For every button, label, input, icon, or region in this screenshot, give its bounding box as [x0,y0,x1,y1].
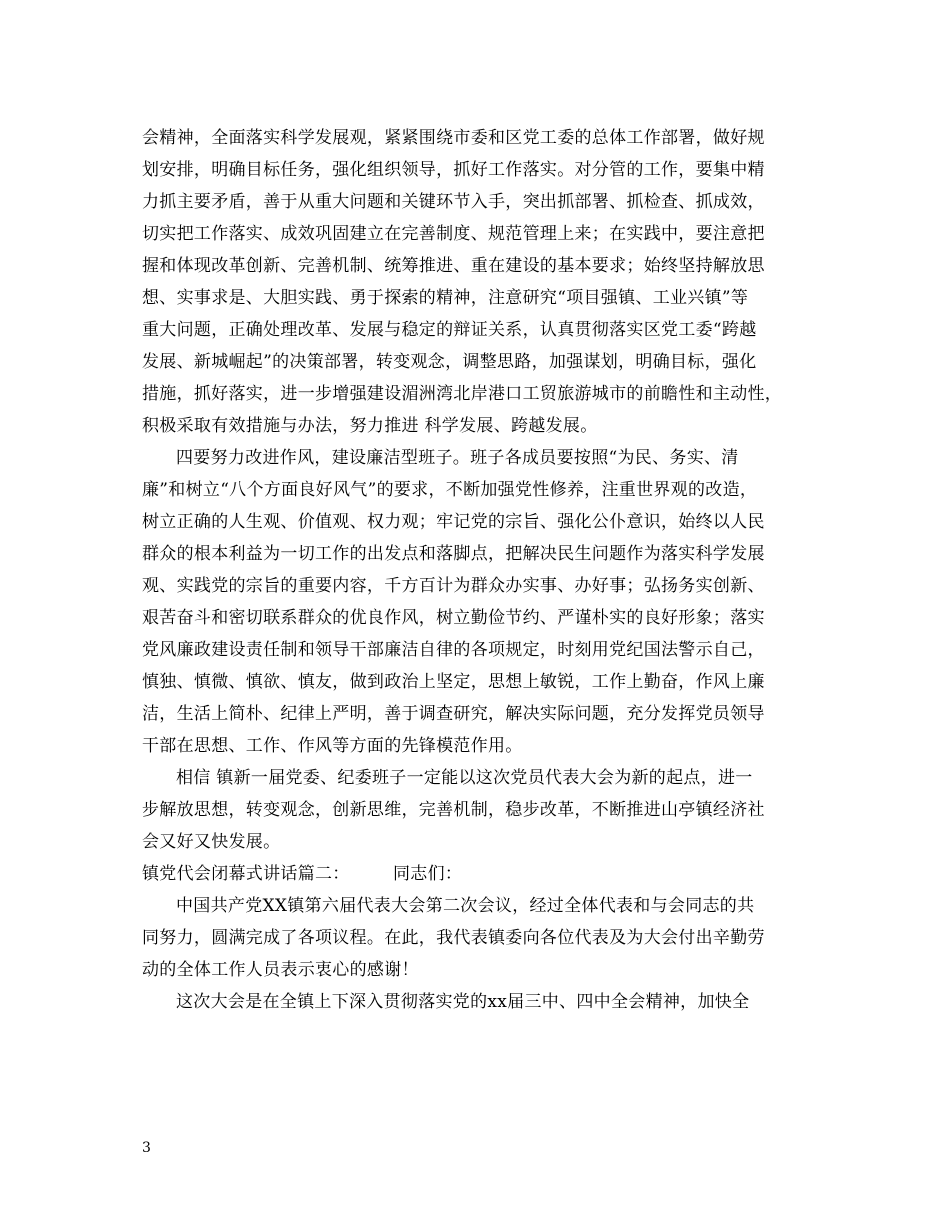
text-line: 发展、新城崛起”的决策部署，转变观念，调整思路，加强谋划，明确目标，强化 [142,352,757,372]
text-line: 干部在思想、工作、作风等方面的先锋模范作用。 [142,736,523,756]
text-line: 重大问题，正确处理改革、发展与稳定的辩证关系，认真贯彻落实区党工委“跨越 [142,320,757,340]
text-line: 步解放思想，转变观念，创新思维，完善机制，稳步改革，不断推进山亭镇经济社 [142,800,765,820]
text-line: 廉”和树立“八个方面良好风气”的要求，不断加强党性修养，注重世界观的改造， [142,480,758,500]
page-number: 3 [142,1140,151,1156]
text-line: 中国共产党XX镇第六届代表大会第二次会议，经过全体代表和与会同志的共 [176,896,755,916]
text-line: 慎独、慎微、慎欲、慎友，做到政治上坚定，思想上敏锐，工作上勤奋，作风上廉 [142,672,765,692]
text-line: 想、实事求是、大胆实践、勇于探索的精神，注意研究“项目强镇、工业兴镇”等 [142,288,749,308]
text-line: 动的全体工作人员表示衷心的感谢！ [142,960,419,980]
text-line: 同努力，圆满完成了各项议程。在此，我代表镇委向各位代表及为大会付出辛勤劳 [142,928,765,948]
text-line: 群众的根本利益为一切工作的出发点和落脚点，把解决民生问题作为落实科学发展 [142,544,765,564]
text-line: 洁，生活上简朴、纪律上严明，善于调查研究，解决实际问题，充分发挥党员领导 [142,704,765,724]
text-line: 会又好又快发展。 [142,832,281,852]
text-line: 积极采取有效措施与办法，努力推进 科学发展、跨越发展。 [142,416,598,436]
text-line: 镇党代会闭幕式讲话篇二： 同志们： [142,864,463,884]
text-line: 党风廉政建设责任制和领导干部廉洁自律的各项规定，时刻用党纪国法警示自己， [142,640,765,660]
text-line: 划安排，明确目标任务，强化组织领导，抓好工作落实。对分管的工作，要集中精 [142,160,765,180]
text-line: 握和体现改革创新、完善机制、统筹推进、重在建设的基本要求；始终坚持解放思 [142,256,765,276]
text-line: 树立正确的人生观、价值观、权力观；牢记党的宗旨、强化公仆意识，始终以人民 [142,512,765,532]
text-line: 力抓主要矛盾，善于从重大问题和关键环节入手，突出抓部署、抓检查、抓成效， [142,192,765,212]
text-line: 艰苦奋斗和密切联系群众的优良作风，树立勤俭节约、严谨朴实的良好形象；落实 [142,608,765,628]
text-line: 措施，抓好落实，进一步增强建设湄洲湾北岸港口工贸旅游城市的前瞻性和主动性， [142,384,783,404]
text-line: 相信 镇新一届党委、纪委班子一定能以这次党员代表大会为新的起点，进一 [176,768,753,788]
text-line: 会精神，全面落实科学发展观，紧紧围绕市委和区党工委的总体工作部署，做好规 [142,128,765,148]
text-line: 这次大会是在全镇上下深入贯彻落实党的xx届三中、四中全会精神，加快全 [176,992,750,1012]
text-line: 四要努力改进作风，建设廉洁型班子。班子各成员要按照“为民、务实、清 [176,448,739,468]
text-line: 切实把工作落实、成效巩固建立在完善制度、规范管理上来；在实践中，要注意把 [142,224,765,244]
text-line: 观、实践党的宗旨的重要内容，千方百计为群众办实事、办好事；弘扬务实创新、 [142,576,765,596]
